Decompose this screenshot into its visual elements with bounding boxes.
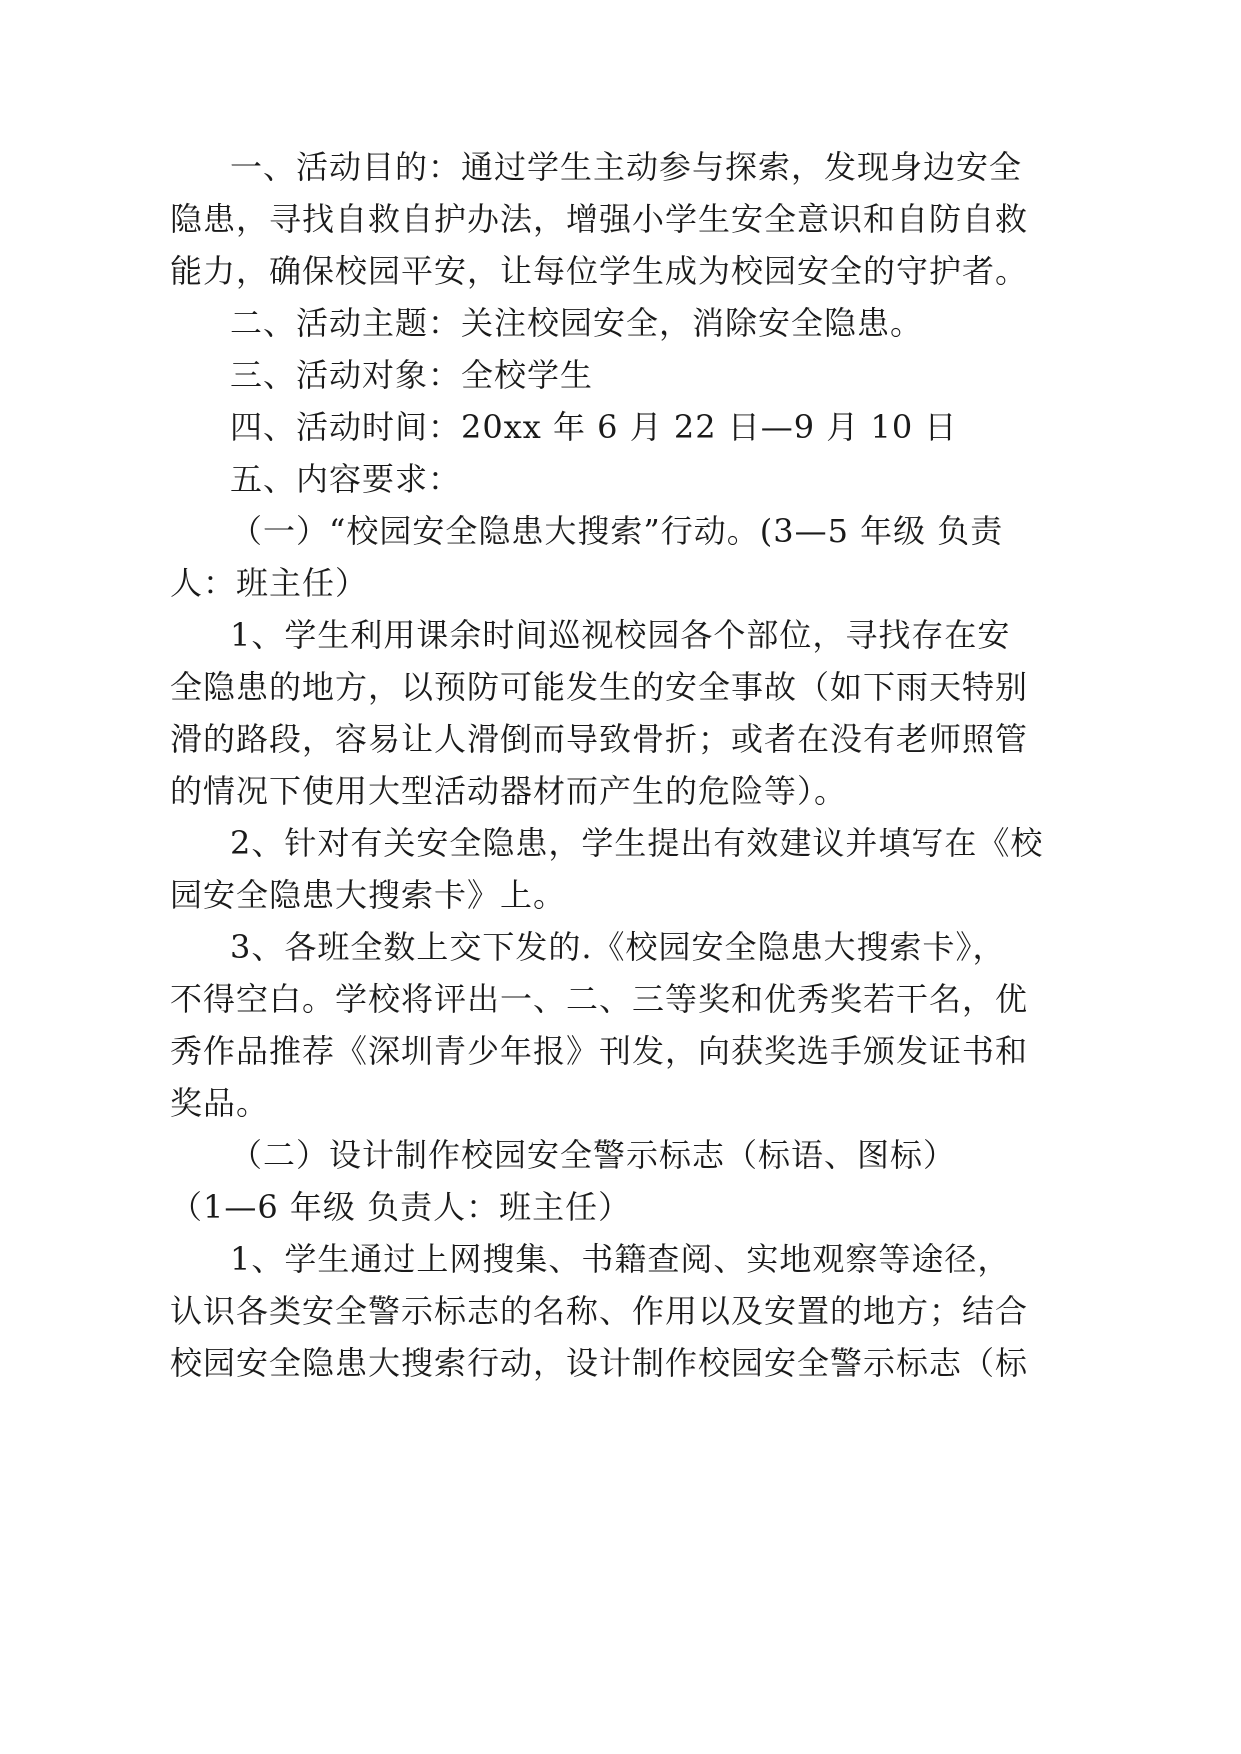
paragraph-line: 秀作品推荐《深圳青少年报》刊发，向获奖选手颁发证书和 [170,1032,1029,1070]
paragraph-line: 1、学生通过上网搜集、书籍查阅、实地观察等途径， [230,1240,1011,1278]
paragraph-line: （1—6 年级 负责人：班主任） [170,1188,632,1226]
paragraph-line: 人：班主任） [170,564,369,602]
paragraph-line: 滑的路段，容易让人滑倒而导致骨折；或者在没有老师照管 [170,720,1029,758]
paragraph-line: 园安全隐患大搜索卡》上。 [170,876,567,914]
paragraph-line: 五、内容要求： [230,460,462,498]
paragraph-line: 隐患，寻找自救自护办法，增强小学生安全意识和自防自救 [170,200,1029,238]
paragraph-line: 的情况下使用大型活动器材而产生的危险等）。 [170,772,848,810]
paragraph-line: 不得空白。学校将评出一、二、三等奖和优秀奖若干名，优 [170,980,1029,1018]
paragraph-line: 二、活动主题：关注校园安全，消除安全隐患。 [230,304,924,342]
paragraph-line: 校园安全隐患大搜索行动，设计制作校园安全警示标志（标 [170,1344,1029,1382]
paragraph-line: 1、学生利用课余时间巡视校园各个部位，寻找存在安 [230,616,1011,654]
paragraph-line: 奖品。 [170,1084,270,1122]
paragraph-line: （二）设计制作校园安全警示标志（标语、图标） [230,1136,957,1174]
paragraph-line: 3、各班全数上交下发的.《校园安全隐患大搜索卡》， [230,928,1006,966]
paragraph-line: 四、活动时间：20xx 年 6 月 22 日—9 月 10 日 [230,408,958,446]
paragraph-line: 全隐患的地方，以预防可能发生的安全事故（如下雨天特别 [170,668,1029,706]
paragraph-line: 一、活动目的：通过学生主动参与探索，发现身边安全 [230,148,1023,186]
paragraph-line: 2、针对有关安全隐患，学生提出有效建议并填写在《校 [230,824,1044,862]
paragraph-line: 能力，确保校园平安，让每位学生成为校园安全的守护者。 [170,252,1029,290]
paragraph-line: 认识各类安全警示标志的名称、作用以及安置的地方；结合 [170,1292,1029,1330]
paragraph-line: （一）“校园安全隐患大搜索”行动。(3—5 年级 负责 [230,512,1004,550]
paragraph-line: 三、活动对象：全校学生 [230,356,594,394]
